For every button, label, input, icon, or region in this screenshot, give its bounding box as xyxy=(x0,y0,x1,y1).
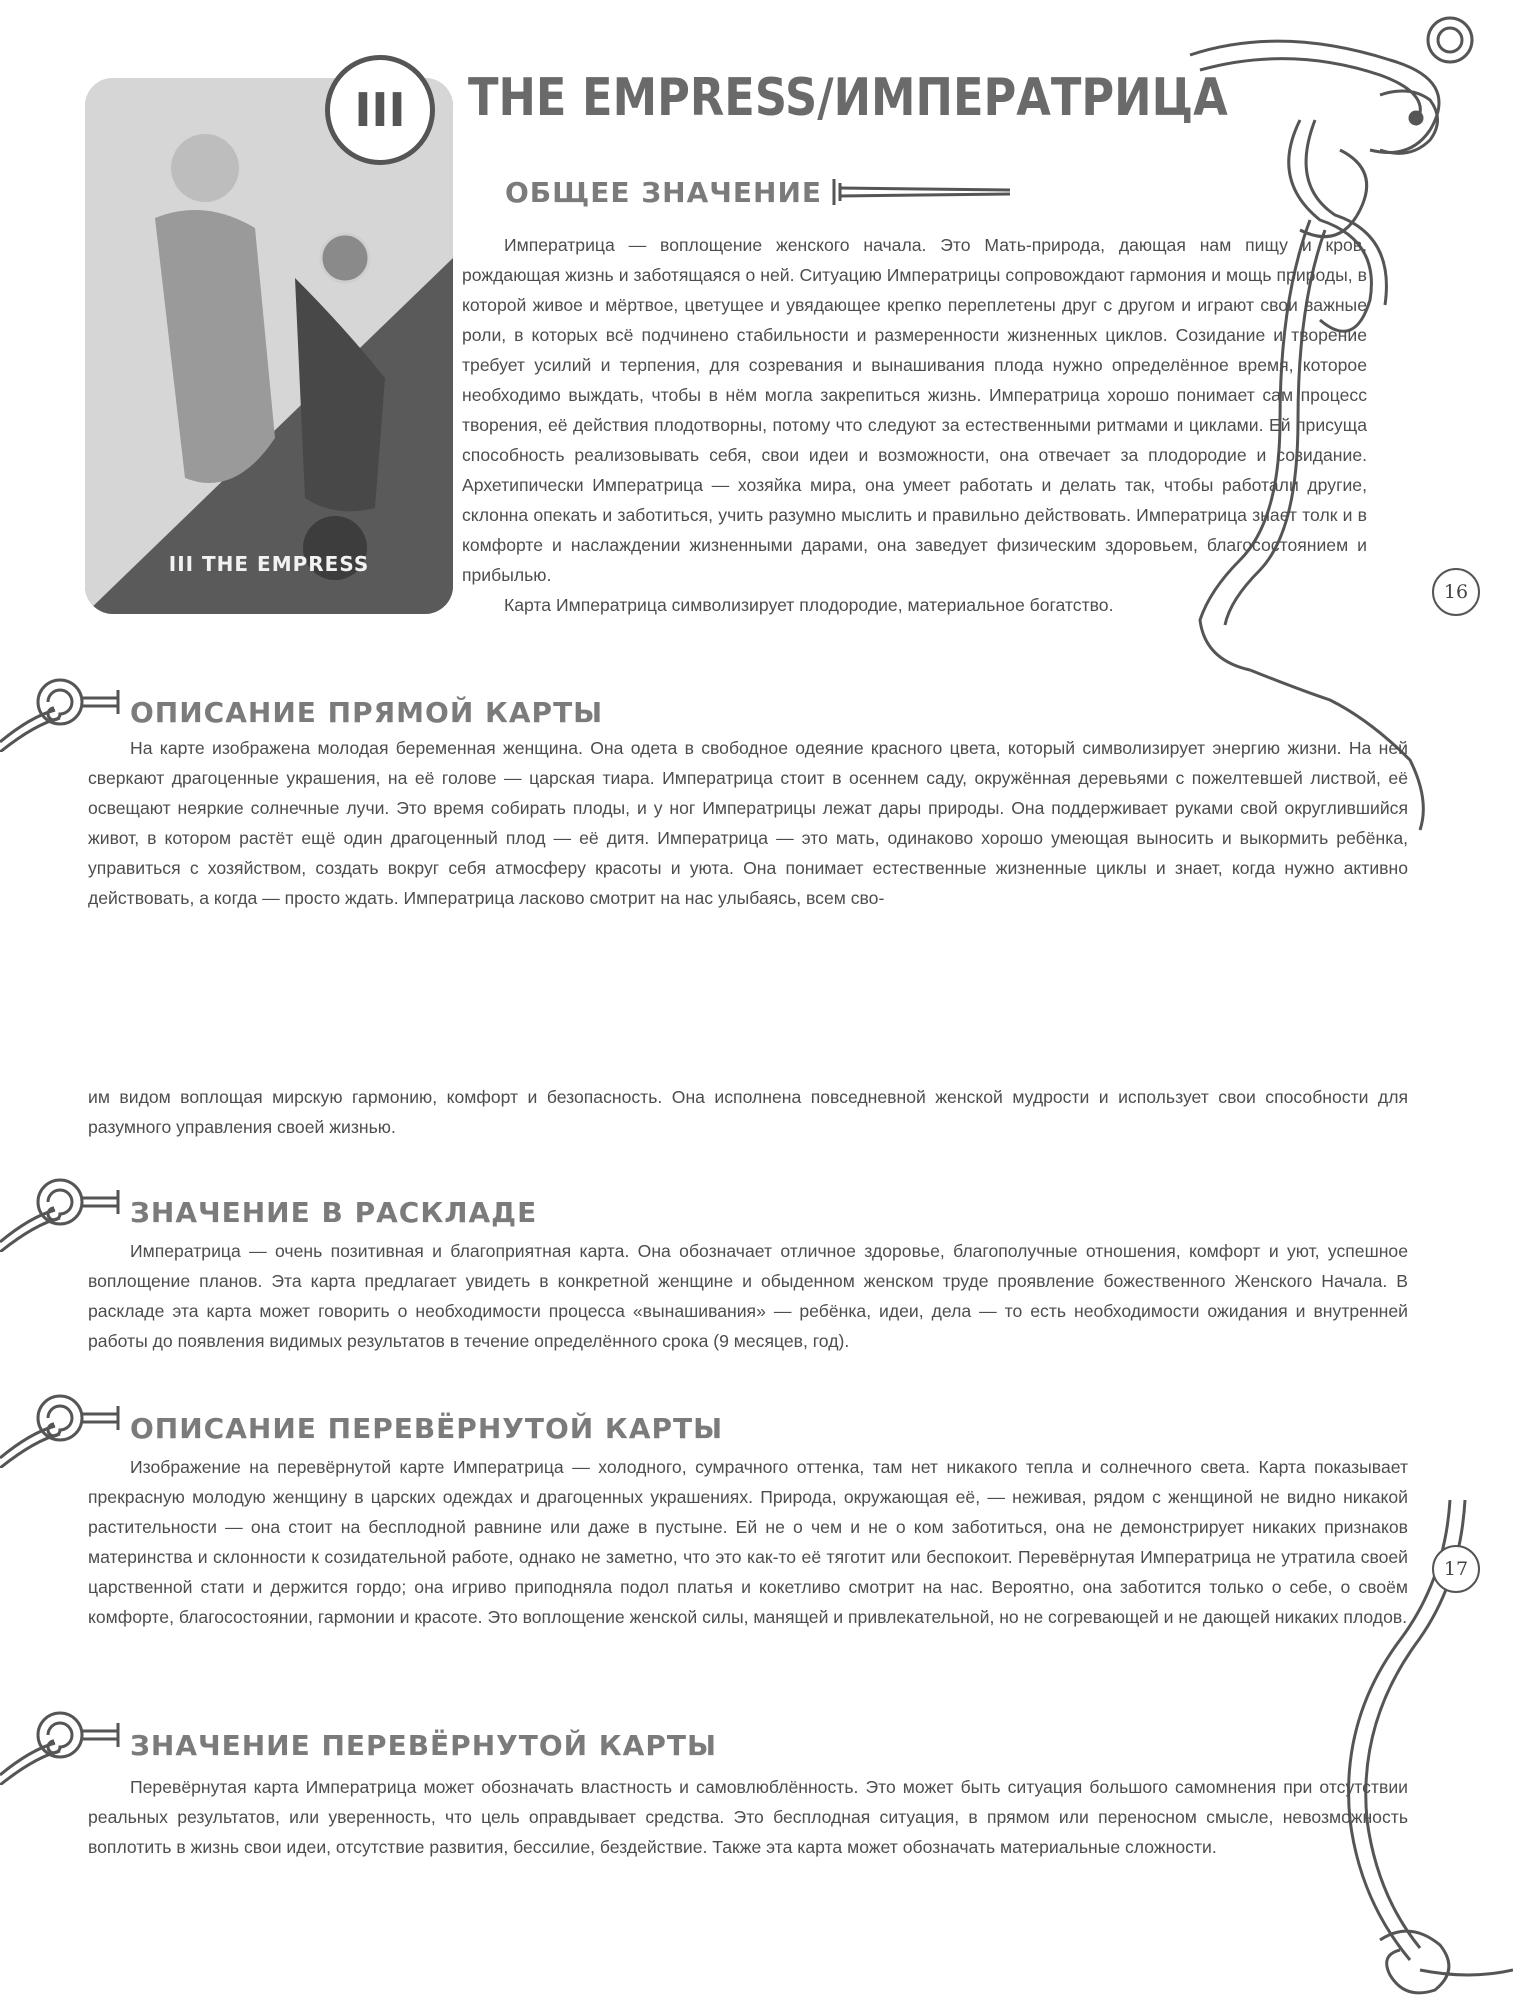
section-title: ОПИСАНИЕ ПРЯМОЙ КАРТЫ xyxy=(130,695,604,729)
page-number-17: 17 xyxy=(1432,1545,1480,1593)
upright-description-continued xyxy=(88,1082,1408,1142)
reversed-description-text xyxy=(88,1452,1408,1632)
spread-paragraph: Императрица — очень позитивная и благоприятная карта. Она обозначает отличное здоровье, благополучные отношения, комфорт и уют, успешное воплощение планов. Эта карта предлагает увидеть в конкретной женщине и обыденном женском труде проявление божественного Женского Начала. В раскладе эта карта может говорить о необходимости процесса «вынашивания» — ребёнка, идеи, дела — то есть необходимости ожидания и внутренней работы до появления видимых результатов в течение определённого срока (9 месяцев, год). xyxy=(88,1241,1408,1351)
page-title xyxy=(468,68,1228,128)
page-number-16: 16 xyxy=(1432,568,1480,616)
title-english: THE EMPRESS xyxy=(468,68,818,128)
title-russian: ИМПЕРАТРИЦА xyxy=(833,68,1228,128)
general-paragraph-1: Императрица — воплощение женского начала. Это Мать-природа, дающая нам пищу и кров, рождающая жизнь и заботящаяся о ней. Ситуацию Императрицы сопровождают гармония и мощь природы, в которой живое и мёртвое, цветущее и увядающее крепко переплетены друг с другом и играют свои важные роли, в которых всё подчинено стабильности и размеренности жизненных циклов. Созидание и творение требует усилий и терпения, для созревания и вынашивания плода нужно определённое время, которое необходимо выждать, чтобы в нём могла закрепиться жизнь. Императрица хорошо понимает сам процесс творения, её действия плодотворны, потому что следуют за естественными ритмами и циклами. Ей присуща способность реализовывать себя, свои идеи и возможности, она отвечает за плодородие и созидание. Архетипически Императрица — хозяйка мира, она умеет работать и делать так, чтобы работали другие, склонна опекать и заботиться, учить разумно мыслить и правильно действовать. Императрица знает толк и в комфорте и наслаждении жизненными дарами, она заведует физическим здоровьем, благосостоянием и прибылью. xyxy=(462,235,1367,585)
upright-paragraph-part2: им видом воплощая мирскую гармонию, комфорт и безопасность. Она исполнена повседневной женской мудрости и использует свои способности для разумного управления своей жизнью. xyxy=(88,1087,1408,1137)
title-separator: / xyxy=(817,68,834,128)
card-caption: III THE EMPRESS xyxy=(168,552,370,576)
section-title: ЗНАЧЕНИЕ В РАСКЛАДЕ xyxy=(130,1195,538,1229)
general-paragraph-2: Карта Императрица символизирует плодородие, материальное богатство. xyxy=(504,595,1114,615)
reversed-paragraph: Изображение на перевёрнутой карте Императрица — холодного, сумрачного оттенка, там нет никакого тепла и солнечного света. Карта показывает прекрасную молодую женщину в царских одеждах и драгоценных украшениях. Природа, окружающая её, — неживая, рядом с женщиной не видно никакой растительности — она стоит на бесплодной равнине или даже в пустыне. Ей не о чем и не о ком заботиться, она не демонстрирует никаких признаков материнства и склонности к созидательной работе, однако не заметно, что это как-то её тяготит или беспокоит. Перевёрнутая Императрица не утратила своей царственной стати и держится гордо; она игриво приподняла подол платья и кокетливо смотрит на нас. Вероятно, она заботится только о себе, о своём комфорте, благосостоянии, гармонии и красоте. Это воплощение женской силы, манящей и привлекательной, но не согревающей и не дающей никаких плодов. xyxy=(88,1457,1408,1627)
section-title: ОБЩЕЕ ЗНАЧЕНИЕ xyxy=(505,175,823,209)
upright-description-text xyxy=(88,733,1408,913)
reversed-meaning-text xyxy=(88,1772,1408,1862)
section-title: ЗНАЧЕНИЕ ПЕРЕВЁРНУТОЙ КАРТЫ xyxy=(130,1728,717,1762)
reversed-meaning-paragraph: Перевёрнутая карта Императрица может обозначать властность и самовлюблённость. Это может быть ситуация большого самомнения при отсутствии реальных результатов, или уверенность, что цель оправдывает средства. Это бесплодная ситуация, в прямом или переносном смысле, невозможность воплотить в жизнь свои идеи, отсутствие развития, бессилие, бездействие. Также эта карта может обозначать материальные сложности. xyxy=(88,1777,1408,1857)
arrow-line-icon xyxy=(830,175,1010,209)
arcana-number-badge: III xyxy=(325,55,435,165)
spread-meaning-text xyxy=(88,1236,1408,1356)
general-meaning-heading xyxy=(505,175,1010,209)
general-meaning-text xyxy=(462,230,1367,620)
section-title: ОПИСАНИЕ ПЕРЕВЁРНУТОЙ КАРТЫ xyxy=(130,1411,724,1445)
upright-paragraph-part1: На карте изображена молодая беременная женщина. Она одета в свободное одеяние красного цвета, который символизирует энергию жизни. На ней сверкают драгоценные украшения, на её голове — царская тиара. Императрица стоит в осеннем саду, окружённая деревьями с пожелтевшей листвой, её освещают неяркие солнечные лучи. Это время собирать плоды, и у ног Императрицы лежат дары природы. Она поддерживает руками свой округлившийся живот, в котором растёт ещё один драгоценный плод — её дитя. Императрица — это мать, одинаково хорошо умеющая выносить и выкормить ребёнка, управиться с хозяйством, создать вокруг себя атмосферу красоты и уюта. Она понимает естественные жизненные циклы и знает, когда нужно активно действовать, а когда — просто ждать. Императрица ласково смотрит на нас улыбаясь, всем сво- xyxy=(88,738,1408,908)
